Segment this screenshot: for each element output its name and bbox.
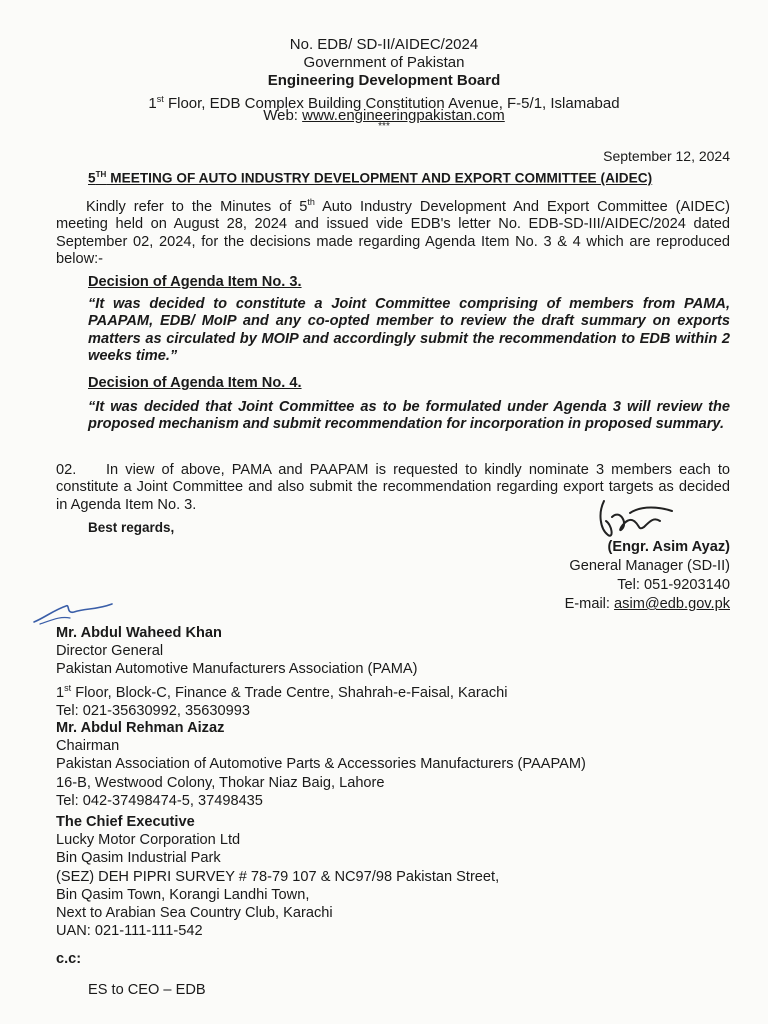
recipient-line: Next to Arabian Sea Country Club, Karachi (56, 905, 333, 922)
recipient-line: 16-B, Westwood Colony, Thokar Niaz Baig, Lahore (56, 774, 385, 791)
cc-item: ES to CEO – EDB (88, 982, 206, 998)
government-line: Government of Pakistan (303, 54, 465, 71)
header-separator: *** (378, 121, 390, 132)
signatory-tel: Tel: 051-9203140 (617, 577, 730, 593)
recipient-line: UAN: 021-111-111-542 (56, 923, 203, 940)
decision-4-text: “It was decided that Joint Committee as to be formulated under Agenda 3 will review the proposed mechanism and submit recommendation for incorporation in proposed summary. (88, 399, 730, 433)
recipient-line: (SEZ) DEH PIPRI SURVEY # 78-79 107 & NC97/98 Pakistan Street, (56, 868, 500, 885)
recipient-pama (56, 624, 508, 720)
recipient-line: Tel: 042-37498474-5, 37498435 (56, 792, 263, 809)
website-link[interactable]: www.engineeringpakistan.com (302, 107, 505, 124)
recipient-lucky-motor (56, 813, 499, 940)
recipient-line: Director General (56, 643, 164, 660)
recipient-line: Bin Qasim Town, Korangi Landhi Town, (56, 886, 310, 903)
subject-line: 5TH MEETING OF AUTO INDUSTRY DEVELOPMENT AND EXPORT COMMITTEE (AIDEC) (88, 170, 653, 186)
signatory-email-line: E-mail: asim@edb.gov.pk (564, 596, 730, 612)
intro-paragraph: Kindly refer to the Minutes of 5th Auto Industry Development And Export Committee (AIDEC) meeting held on August 28, 2024 and issued vide EDB's letter No. EDB-SD-III/AIDEC/2024 dated September 02, 2024, for the decisions made regarding Agenda Item No. 3 & 4 which are reproduced below:- (56, 197, 730, 268)
recipient-line: Lucky Motor Corporation Ltd (56, 832, 241, 849)
signatory-email[interactable]: asim@edb.gov.pk (614, 596, 730, 612)
organization-name: Engineering Development Board (267, 72, 501, 89)
website-line: Web: www.engineeringpakistan.com (263, 107, 505, 124)
recipient-name: Mr. Abdul Rehman Aizaz (56, 720, 225, 736)
signatory-block (565, 538, 730, 614)
signatory-name: (Engr. Asim Ayaz) (607, 539, 730, 555)
organization-address: 1st Floor, EDB Complex Building Constitution Avenue, F-5/1, Islamabad (148, 94, 620, 112)
reference-number: No. EDB/ SD-II/AIDEC/2024 (289, 36, 479, 53)
recipient-line: Bin Qasim Industrial Park (56, 850, 221, 867)
decision-4-heading: Decision of Agenda Item No. 4. (88, 375, 302, 391)
recipient-name: The Chief Executive (56, 814, 195, 830)
recipient-name: Mr. Abdul Waheed Khan (56, 625, 222, 641)
recipient-line: Chairman (56, 738, 120, 755)
paragraph-02: 02. In view of above, PAMA and PAAPAM is requested to kindly nominate 3 members each to constitute a Joint Committee and also submit the recommendation regarding export targets as decided in Agenda Item No. 3. (56, 462, 730, 513)
decision-3-text: “It was decided to constitute a Joint Committee comprising of members from PAMA, PAAPAM, EDB/ MoIP and any co-opted member to review the draft summary on exports matters as circulated by MOIP and accordingly submit the recommendation to EDB within 2 weeks time.” (88, 296, 730, 365)
recipient-line: Pakistan Automotive Manufacturers Association (PAMA) (56, 661, 418, 678)
recipient-tel: Tel: 021-35630992, 35630993 (56, 702, 250, 719)
decision-3-heading: Decision of Agenda Item No. 3. (88, 274, 302, 290)
paragraph-number: 02. (56, 462, 77, 478)
letter-date: September 12, 2024 (603, 148, 730, 164)
cc-label: c.c: (56, 951, 82, 967)
recipient-address: 1st Floor, Block-C, Finance & Trade Centre, Shahrah-e-Faisal, Karachi (56, 682, 508, 701)
recipient-paapam (56, 719, 586, 810)
closing-regards: Best regards, (88, 520, 175, 535)
signatory-title: General Manager (SD-II) (569, 558, 730, 574)
recipient-line: Pakistan Association of Automotive Parts & Accessories Manufacturers (PAAPAM) (56, 756, 586, 773)
